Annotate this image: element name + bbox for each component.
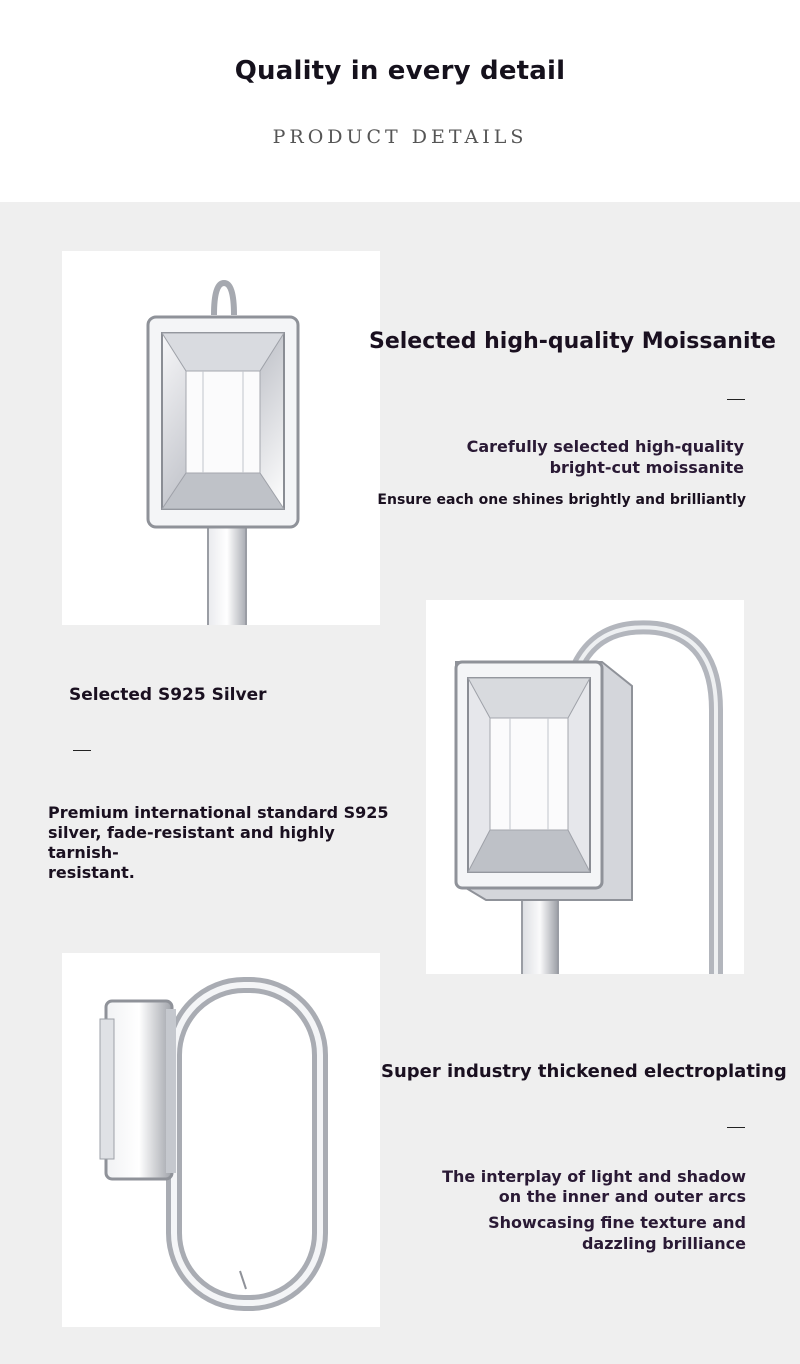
section-moissanite-body-line: Carefully selected high-quality — [466, 437, 744, 456]
section-silver-body-line: silver, fade-resistant and highly tarnish- — [48, 823, 335, 862]
section-moissanite-divider — [727, 399, 745, 400]
section-moissanite-body-line: bright-cut moissanite — [549, 458, 744, 477]
product-photo-front — [62, 251, 380, 625]
section-plating-body-line: Showcasing fine texture and — [488, 1213, 746, 1232]
section-silver-body-line: resistant. — [48, 863, 135, 882]
section-moissanite-heading: Selected high-quality Moissanite — [369, 329, 776, 354]
section-plating-body-2 — [406, 1212, 746, 1254]
earring-front-view-icon — [62, 251, 380, 625]
page-title: Quality in every detail — [234, 56, 566, 86]
section-plating-body-line: on the inner and outer arcs — [498, 1187, 746, 1206]
section-silver-heading: Selected S925 Silver — [69, 685, 267, 705]
section-silver-divider — [73, 750, 91, 751]
section-plating-body — [406, 1167, 746, 1207]
product-photo-angled — [426, 600, 744, 974]
earring-angled-view-icon — [426, 600, 744, 974]
section-moissanite-note: Ensure each one shines brightly and brilliantly — [377, 492, 746, 508]
section-moissanite-body — [424, 436, 744, 478]
product-photo-side — [62, 953, 380, 1327]
section-silver-body-line: Premium international standard S925 — [48, 803, 389, 822]
earring-side-view-icon — [62, 953, 380, 1327]
section-plating-body-line: The interplay of light and shadow — [442, 1167, 746, 1186]
section-silver-body — [48, 803, 408, 883]
section-plating-divider — [727, 1127, 745, 1128]
page-header — [0, 0, 800, 202]
section-plating-heading: Super industry thickened electroplating — [381, 1061, 787, 1082]
section-plating-body-line: dazzling brilliance — [581, 1234, 746, 1253]
page-subtitle: PRODUCT DETAILS — [272, 126, 528, 148]
